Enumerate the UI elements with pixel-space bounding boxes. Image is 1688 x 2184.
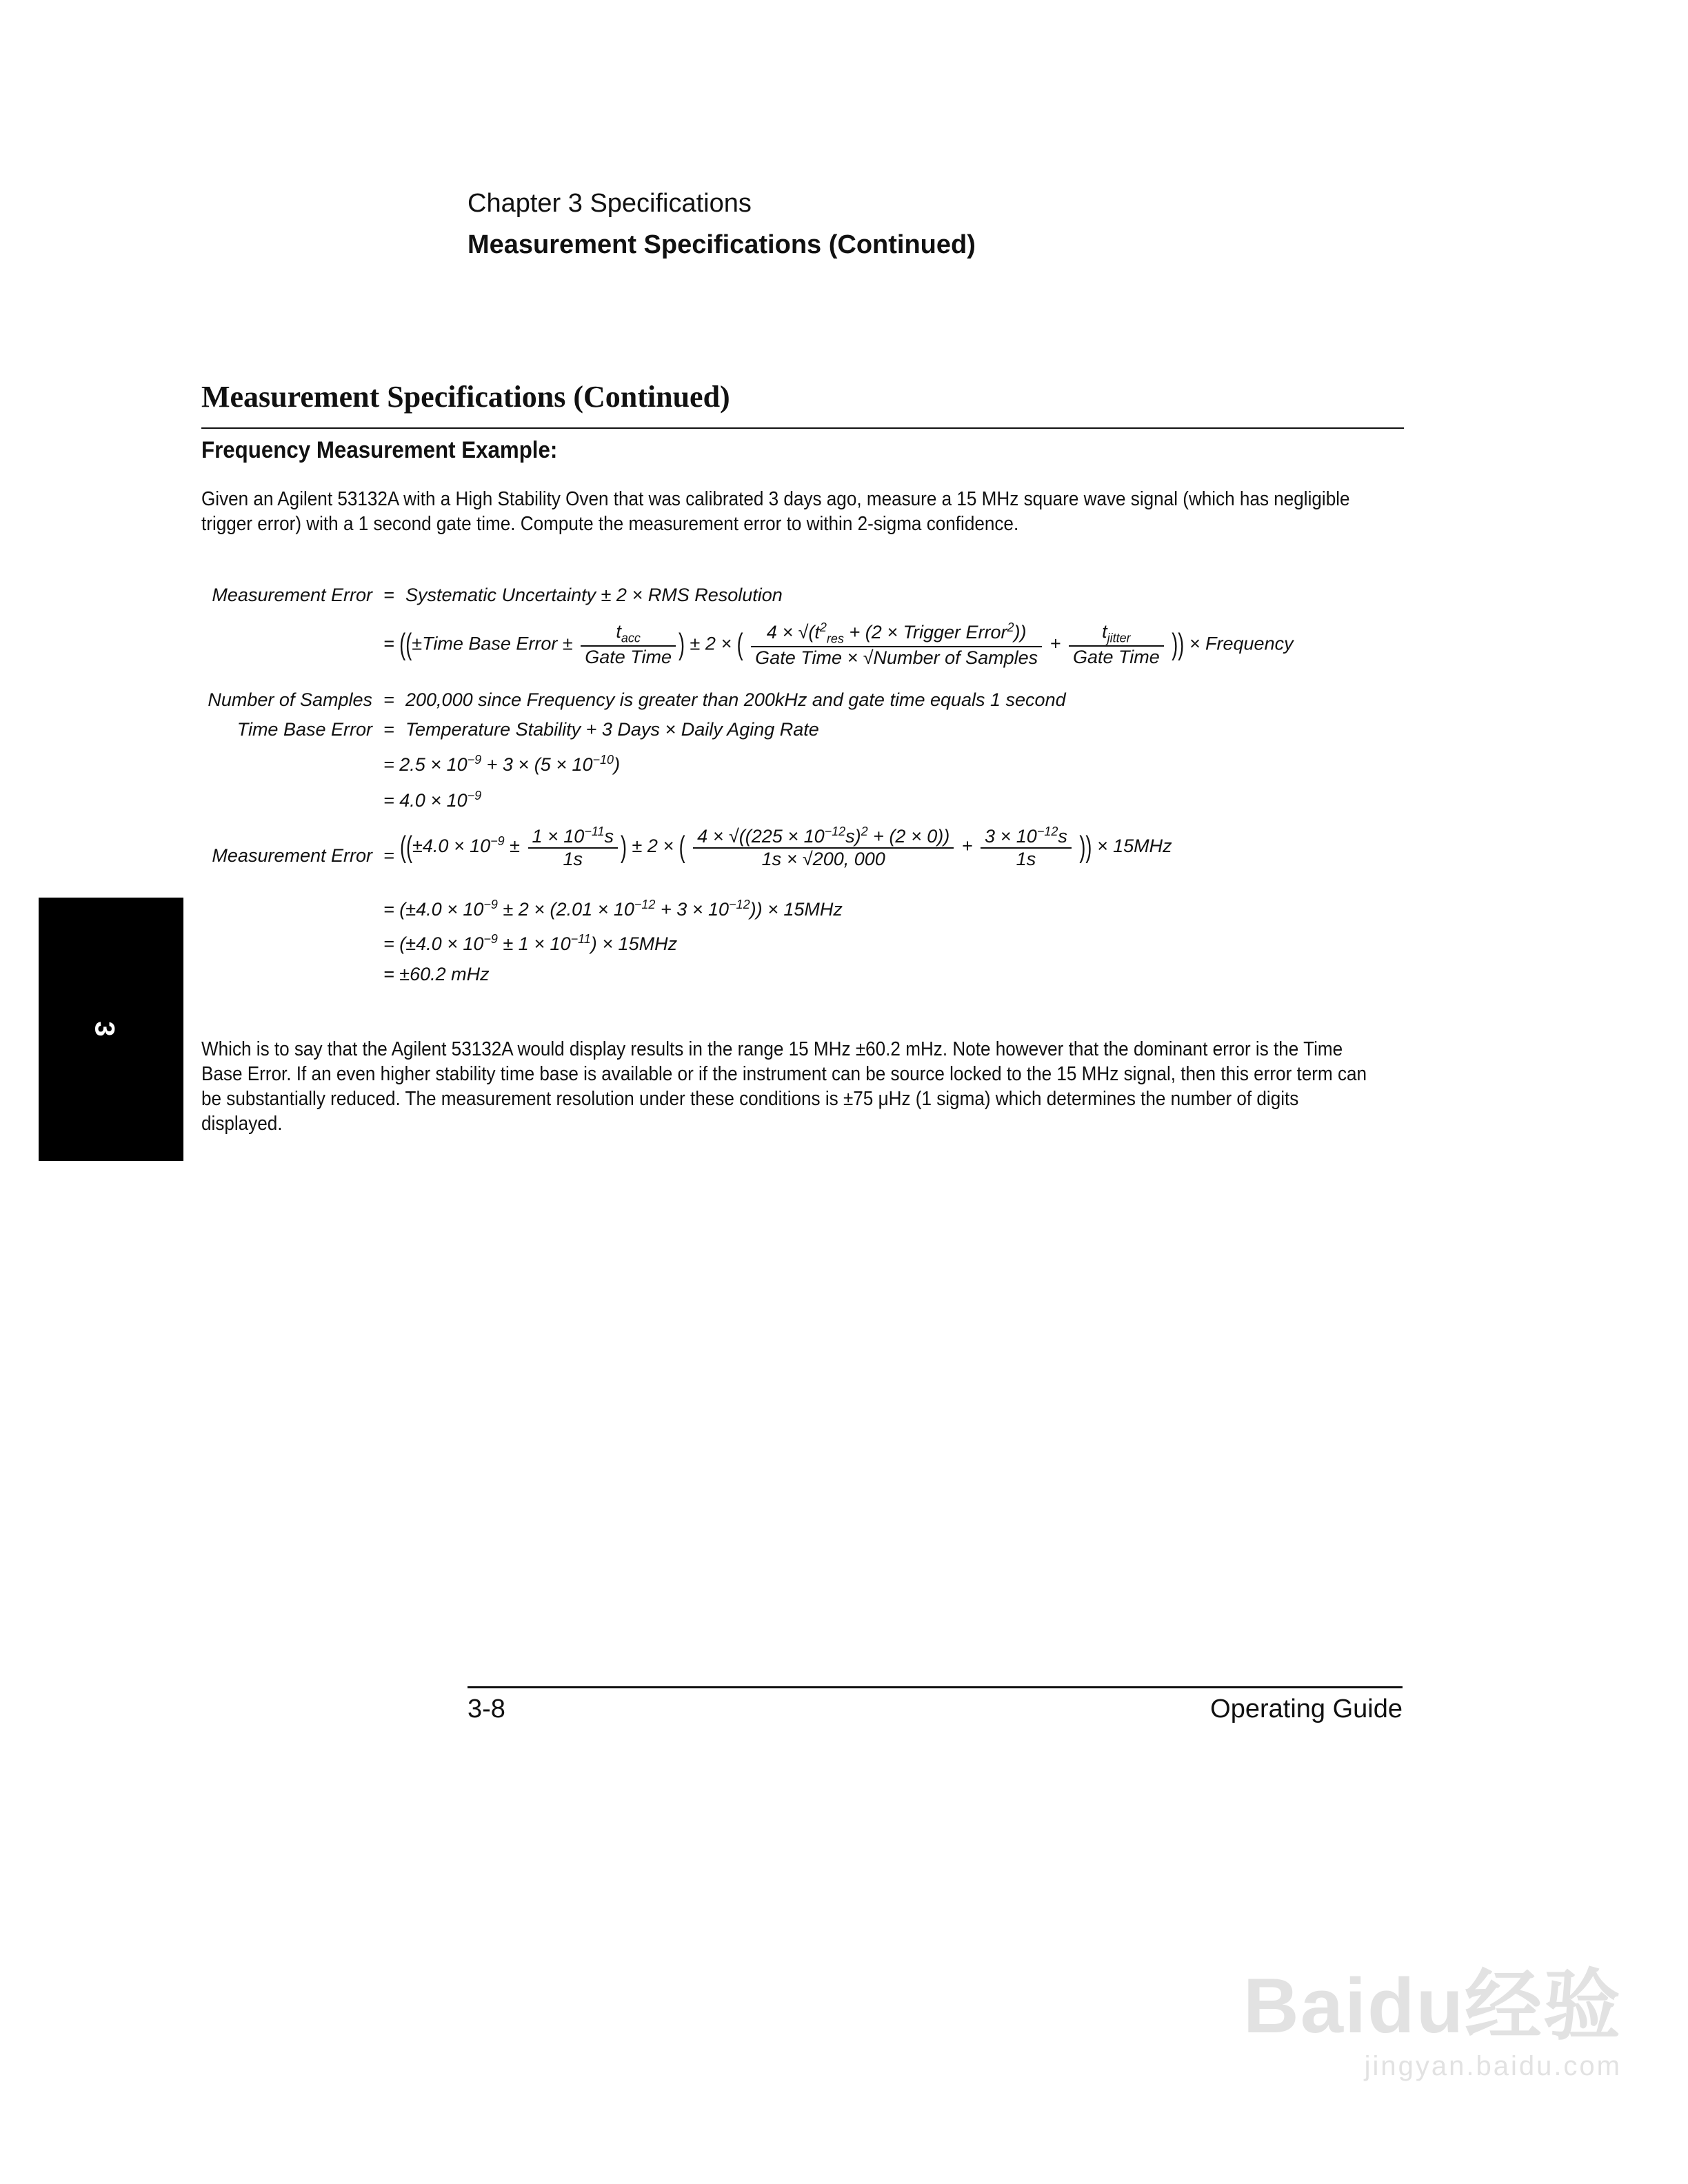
eq-label: Measurement Error bbox=[212, 585, 372, 605]
watermark-logo: Baidu经验 bbox=[1243, 1963, 1622, 2049]
page-number: 3-8 bbox=[468, 1695, 505, 1723]
eq-expanded: = ((±Time Base Error ± $\frac{t_{acc}}{\text{Gate Time}}$ ) ± 2 × ( $\frac{4 \times √(t^2_{res} + (2 \times Trigger Error^2))}{\text{Gate Time × √Number of Samples}}$ + $\frac{t_{jitter}}{\text{Gate Time}}$ )) × Frequency bbox=[383, 620, 1294, 669]
eq-rhs: 200,000 since Frequency is greater than 200kHz and gate time equals 1 second bbox=[405, 689, 1066, 710]
eq-label: Time Base Error bbox=[237, 719, 372, 740]
eq-label: Measurement Error bbox=[212, 845, 372, 866]
eq-step-2: = $(\pm 4.0 \times 10^{-9} \pm 1 \times 10^{-11}) \times 15MHz$ bbox=[383, 932, 678, 954]
conclusion-paragraph: Which is to say that the Agilent 53132A would display results in the range 15 MHz ±60.2 mHz. Note however that the dominant error is the Time Base Error. If an even higher stability time base is available or if the instrument can be source locked to the 15 MHz signal, then this error term can be substantially reduced. The measurement resolution under these conditions is ±75 μHz (1 sigma) which determines the number of digits displayed. bbox=[201, 1038, 1367, 1135]
eq-rhs: Temperature Stability + 3 Days × Daily Aging Rate bbox=[405, 719, 819, 740]
section-divider bbox=[201, 427, 1404, 429]
chapter-tab-number: 3 bbox=[89, 1021, 120, 1037]
eq-final-result: = ±60.2 mHz bbox=[383, 964, 490, 984]
running-header-chapter: Chapter 3 Specifications bbox=[468, 189, 752, 218]
eq-label: Number of Samples bbox=[208, 689, 372, 710]
subheading: Frequency Measurement Example: bbox=[201, 437, 558, 463]
eq-tbe-step: = $2.5 \times 10^{-9} + 3 \times (5 \times 10^{-10})$ bbox=[383, 753, 621, 775]
running-header-section: Measurement Specifications (Continued) bbox=[468, 230, 976, 259]
footer-guide-title: Operating Guide bbox=[1210, 1695, 1403, 1723]
watermark-url: jingyan.baidu.com bbox=[1364, 2051, 1622, 2081]
eq-rhs: Systematic Uncertainty ± 2 × RMS Resolution bbox=[405, 585, 783, 605]
eq-step-1: = $(\pm 4.0 \times 10^{-9} \pm 2 \times (2.01 \times 10^{-12} + 3 \times 10^{-12})) \times 15MHz$ bbox=[383, 898, 843, 920]
watermark bbox=[1243, 1944, 1622, 2082]
footer-divider bbox=[468, 1686, 1403, 1688]
intro-paragraph: Given an Agilent 53132A with a High Stability Oven that was calibrated 3 days ago, measure a 15 MHz square wave signal (which has negligible trigger error) with a 1 second gate time. Compute the measurement error to within 2-sigma confidence. bbox=[201, 488, 1350, 535]
section-title: Measurement Specifications (Continued) bbox=[201, 380, 730, 414]
eq-tbe-result: = $4.0 \times 10^{-9}$ bbox=[383, 789, 482, 811]
